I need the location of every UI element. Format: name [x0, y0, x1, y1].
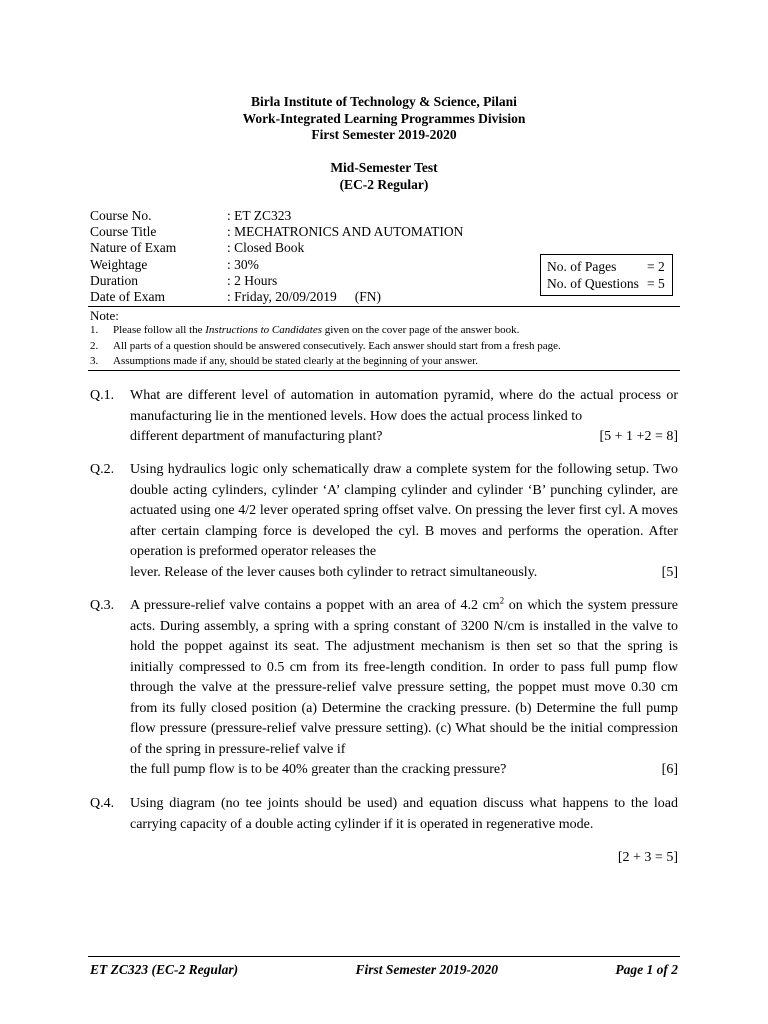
divider-top	[88, 306, 680, 307]
question-marks: [6]	[661, 762, 678, 777]
questions-row	[547, 276, 672, 293]
question-last-line: the full pump flow is to be 40% greater than the cracking pressure?	[130, 762, 507, 777]
question-2	[90, 460, 678, 583]
pages-questions-box	[540, 254, 673, 296]
semester-title: First Semester 2019-2020	[311, 127, 457, 142]
info-row-course-no	[90, 208, 463, 224]
info-value: : Closed Book	[227, 240, 305, 256]
question-text: A pressure-relief valve contains a poppet with an area of 4.2 $cm^2$ on which the system pressure acts. During assembly, a spring with a spring constant of 3200 N/cm is installed in the valve to hold the poppet against its seat. The adjustment mechanism is then set so that the spring is initially compressed to 0.5 cm from its free-length condition. In order to pass full pump flow through the valve at the pressure-relief valve pressure setting, the poppet must move 0.30 cm from its fully closed position (a) Determine the cracking pressure. (b) Determine the full pump flow pressure (pressure-relief valve pressure setting). (c) What should be the initial compression of the spring in pressure-relief valve if the full pump flow is to be 40% greater than the cracking pressure? [6]	[130, 596, 678, 781]
superscript: 2	[499, 595, 505, 606]
notes-title: Note:	[90, 308, 119, 323]
note-number: 3.	[90, 355, 99, 367]
question-number: Q.2.	[90, 462, 115, 477]
info-label: Date of Exam	[90, 288, 165, 304]
note-text: Please follow all the Instructions to Candidates given on the cover page of the answer book.	[113, 324, 520, 336]
info-label: Nature of Exam	[90, 240, 177, 256]
test-header	[0, 160, 768, 193]
exam-session: (FN)	[354, 288, 381, 304]
footer-page-number: Page 1 of 2	[615, 962, 678, 977]
question-number: Q.4.	[90, 796, 115, 811]
info-label: Course No.	[90, 208, 152, 223]
info-row-date	[90, 289, 463, 305]
question-text: Using diagram (no tee joints should be used) and equation discuss what happens to the load carrying capacity of a double acting cylinder if it is operated in regenerative mode. [2 + 3 = 5]	[130, 796, 678, 865]
exam-header	[0, 94, 768, 144]
info-row-weightage	[90, 257, 463, 273]
note-item	[90, 323, 680, 339]
info-value: : 30%	[227, 256, 259, 272]
question-4	[90, 794, 678, 869]
info-label: Duration	[90, 272, 138, 288]
note-text: All parts of a question should be answered consecutively. Each answer should start from a fresh page.	[113, 339, 561, 352]
question-marks: [5]	[661, 564, 678, 580]
pages-row	[547, 259, 672, 276]
info-value: : MECHATRONICS AND AUTOMATION	[227, 224, 464, 240]
question-last-line: lever. Release of the lever causes both cylinder to retract simultaneously.	[130, 564, 538, 580]
question-text: Using hydraulics logic only schematically draw a complete system for the following setup. Two double acting cylinders, cylinder ‘A’ clamping cylinder and cylinder ‘B’ punching cylinder, are actuated using one 4/2 lever operated spring offset valve. On pressing the lever first cyl. A moves after certain clamping force is developed the cyl. B moves and performs the operation. After operation is preformed operator releases the lever. Release of the lever causes both cylinder to retract simultaneously. [5]	[130, 460, 678, 583]
note-item	[90, 339, 680, 355]
question-text: What are different level of automation in automation pyramid, where do the actual process or manufacturing lie in the mentioned levels. How does the actual process linked to different department of manufacturing plant? [5 + 1 +2 = 8]	[130, 386, 678, 448]
page-footer	[90, 962, 678, 978]
info-row-nature	[90, 240, 463, 256]
note-item	[90, 354, 680, 370]
questions-label: No. of Questions	[547, 275, 639, 291]
footer-course: ET ZC323 (EC-2 Regular)	[90, 962, 239, 977]
pages-value: = 2	[647, 259, 665, 274]
info-label: Weightage	[90, 256, 148, 272]
footer-divider	[88, 956, 680, 957]
division-name: Work-Integrated Learning Programmes Division	[242, 110, 526, 126]
notes-section	[90, 308, 680, 370]
questions-value: = 5	[647, 275, 665, 291]
exam-date: : Friday, 20/09/2019	[227, 288, 337, 304]
divider-bottom	[88, 370, 680, 371]
question-3	[90, 596, 678, 781]
info-row-duration	[90, 273, 463, 289]
info-value	[227, 289, 381, 305]
info-value: : ET ZC323	[227, 208, 292, 223]
info-value: : 2 Hours	[227, 272, 278, 288]
footer-semester: First Semester 2019-2020	[355, 962, 499, 977]
note-text: Assumptions made if any, should be stated clearly at the beginning of your answer.	[113, 355, 478, 367]
note-number: 2.	[90, 339, 99, 352]
question-marks: [5 + 1 +2 = 8]	[599, 429, 678, 444]
question-last-line: different department of manufacturing plant?	[130, 429, 383, 444]
note-emphasis: Instructions to Candidates	[205, 324, 322, 336]
question-number: Q.1.	[90, 388, 115, 403]
regime-title: (EC-2 Regular)	[339, 176, 429, 192]
institute-name: Birla Institute of Technology & Science, Pilani	[251, 94, 517, 109]
course-info	[90, 208, 463, 305]
question-number: Q.3.	[90, 598, 115, 613]
info-row-course-title	[90, 224, 463, 240]
question-marks: [2 + 3 = 5]	[617, 850, 678, 865]
info-label: Course Title	[90, 224, 157, 240]
pages-label: No. of Pages	[547, 259, 617, 274]
test-title: Mid-Semester Test	[330, 160, 438, 175]
note-number: 1.	[90, 324, 99, 336]
question-1	[90, 386, 678, 448]
